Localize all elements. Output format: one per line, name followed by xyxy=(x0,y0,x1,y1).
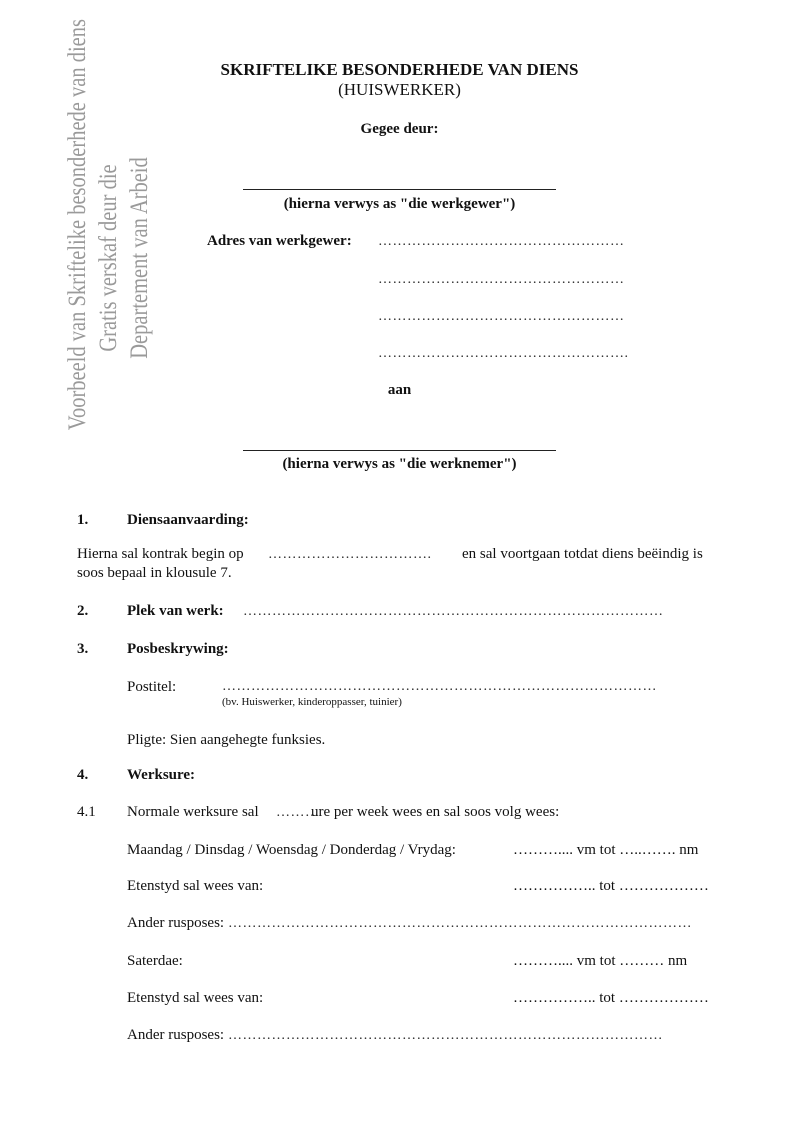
employee-caption: (hierna verwys as "die werknemer") xyxy=(282,456,517,472)
to-label: aan xyxy=(387,382,412,398)
employee-name-line[interactable] xyxy=(243,450,556,451)
employer-name-line[interactable] xyxy=(243,189,556,190)
saturday-label: Saterdae: xyxy=(127,953,183,969)
meal-break-weekdays-label: Etenstyd sal wees van: xyxy=(127,878,264,894)
job-title-field[interactable]: ……………………………………………………………………………… xyxy=(222,679,657,694)
section-2-number: 2. xyxy=(77,603,89,619)
watermark-line-1: Voorbeeld van Skriftelike besonderhede van diens xyxy=(64,18,91,431)
employer-address-line-3[interactable]: …………………………………………… xyxy=(378,309,625,324)
section-2-heading: Plek van werk: xyxy=(127,603,224,619)
job-title-label: Postitel: xyxy=(127,679,177,695)
meal-break-saturday-field[interactable]: …………….. tot ……………… xyxy=(513,990,709,1006)
document-title: SKRIFTELIKE BESONDERHEDE VAN DIENS xyxy=(220,60,579,79)
section-4-1-number: 4.1 xyxy=(77,804,96,820)
employer-address-line-4[interactable]: ……………………………………………. xyxy=(378,346,629,361)
other-breaks-saturday-field[interactable]: ……………………………………………………………………………… xyxy=(228,1028,663,1043)
section-4-heading: Werksure: xyxy=(127,767,196,783)
other-breaks-weekdays-label: Ander rusposes: xyxy=(127,915,225,931)
start-date-field[interactable]: ……………………………. xyxy=(268,547,432,562)
employer-address-label: Adres van werkgewer: xyxy=(207,233,352,249)
meal-break-saturday-label: Etenstyd sal wees van: xyxy=(127,990,264,1006)
duties-text: Pligte: Sien aangehegte funksies. xyxy=(127,732,326,748)
other-breaks-saturday-label: Ander rusposes: xyxy=(127,1027,225,1043)
employer-address-line-1[interactable]: …………………………………………… xyxy=(378,234,625,249)
watermark-line-2: Gratis verskaf deur die xyxy=(95,164,122,352)
weekdays-hours-field[interactable]: ……….... vm tot …..……. nm xyxy=(513,842,699,858)
meal-break-weekdays-field[interactable]: …………….. tot ……………… xyxy=(513,878,709,894)
saturday-hours-field[interactable]: ……….... vm tot ……… nm xyxy=(513,953,688,969)
employer-address-line-2[interactable]: …………………………………………… xyxy=(378,272,625,287)
working-hours-intro-start: Normale werksure sal xyxy=(127,804,259,820)
job-title-hint: (bv. Huiswerker, kinderoppasser, tuinier) xyxy=(222,696,402,708)
place-of-work-field[interactable]: …………………………………………………………………………… xyxy=(243,604,664,619)
hours-per-week-field[interactable]: ……… xyxy=(276,805,320,820)
section-3-number: 3. xyxy=(77,641,89,657)
employer-caption: (hierna verwys as "die werkgewer") xyxy=(283,196,516,212)
watermark-line-3: Departement van Arbeid xyxy=(126,157,153,359)
section-1-text-start: Hierna sal kontrak begin op xyxy=(77,546,244,562)
weekdays-label: Maandag / Dinsdag / Woensdag / Donderdag / Vrydag: xyxy=(127,842,456,858)
section-3-heading: Posbeskrywing: xyxy=(127,641,229,657)
section-4-number: 4. xyxy=(77,767,89,783)
document-subtitle: (HUISWERKER) xyxy=(338,80,461,99)
section-1-text-clause: soos bepaal in klousule 7. xyxy=(77,565,232,581)
other-breaks-weekdays-field[interactable]: …………………………………………………………………………………… xyxy=(228,916,692,931)
given-by-label: Gegee deur: xyxy=(360,121,439,137)
section-1-text-end: en sal voortgaan totdat diens beëindig is xyxy=(462,546,703,562)
section-1-number: 1. xyxy=(77,512,89,528)
section-1-heading: Diensaanvaarding: xyxy=(127,512,249,528)
working-hours-intro-end: ure per week wees en sal soos volg wees: xyxy=(311,804,560,820)
